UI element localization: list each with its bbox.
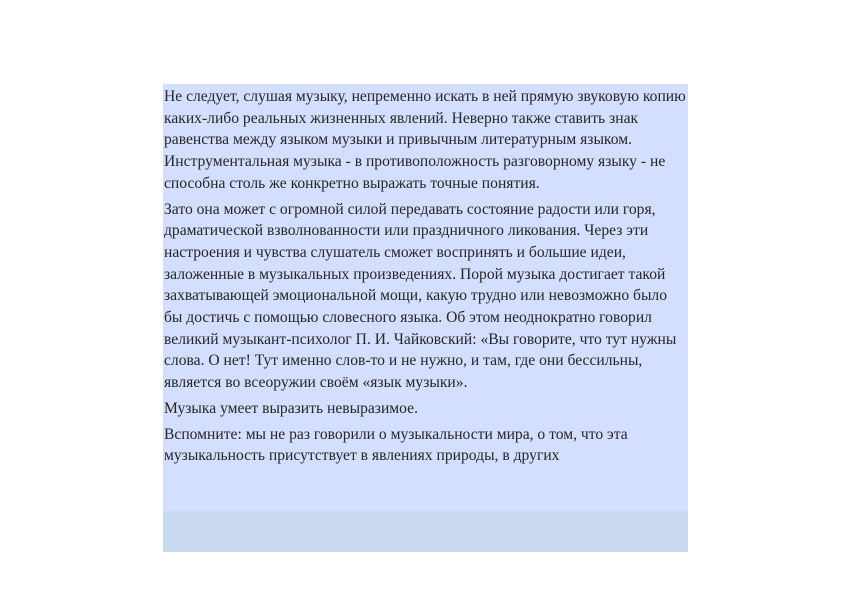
paragraph-2: Зато она может с огромной силой передавать состояние радости или горя, драматической взволнованности или праздничного ликования. Через эти настроения и чувства слушатель сможет воспринять и большие идеи, заложенные в музыкальных произведениях. Порой музыка достигает такой захватывающей эмоциональной мощи, какую трудно или невозможно было бы достичь с помощью словесного языка. Об этом неоднократно говорил великий музыкант-психолог П. И. Чайковский: «Вы говорите, что тут нужны слова. О нет! Тут именно слов-то и не нужно, и там, где они бессильны, является во всеоружии своём «язык музыки». [164, 200, 677, 392]
paragraph-3: Музыка умеет выразить невыразимое. [164, 399, 418, 417]
text-area[interactable] [163, 84, 688, 511]
paragraph-1: Не следует, слушая музыку, непременно искать в ней прямую звуковую копию каких-либо реальных жизненных явлений. Неверно также ставить знак равенства между языком музыки и привычным литературным языком. Инструментальная музыка - в противоположность разговорному языку - не способна столь же конкретно выражать точные понятия. [164, 88, 686, 192]
paragraph-4: Вспомните: мы не раз говорили о музыкальности мира, о том, что эта музыкальность присутствует в явлениях природы, в других [164, 425, 628, 465]
text-block [163, 84, 688, 552]
